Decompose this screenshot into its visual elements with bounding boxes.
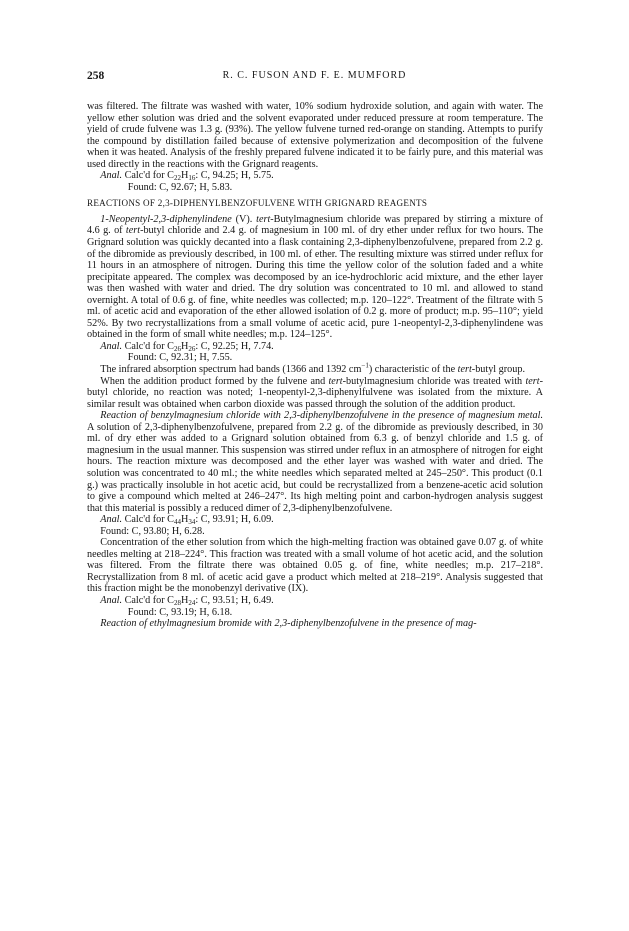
analysis-calc-dimer: Anal. Calc'd for $C_{44}H_{34}$: C, 93.91; H, 6.09.: [100, 514, 274, 527]
analysis-found-fulvene: Found: C, 92.67; H, 5.83.: [127, 181, 233, 193]
analysis-found-monobenzyl: Found: C, 93.19; H, 6.18.: [127, 606, 233, 618]
paragraph-benzylmagnesium: Reaction of benzylmagnesium chloride with 2,3-diphenylbenzofulvene in the presence of magnesium metal. A solution of 2,3-diphenylbenzofulvene, prepared from 2.2 g. of the dibromide as previously described, in 30 ml. of dry ether was added to a Grignard solution obtained from 6.3 g. of benzyl chloride and 1.5 g. of magnesium in the usual manner. This suspension was stirred under reflux in an atmosphere of nitrogen for eight hours. The reaction mixture was decomposed and the ether layer was washed with water and dried. The solution was concentrated to 40 ml.; the white needles which separated melted at 245–250°. This product (0.1 g.) was practically insoluble in hot acetic acid, but could be recrystallized from a benzene-acetic acid solution to give a compound which melted at 246–247°. Its high melting point and carbon-hydrogen analysis suggest that this material is possibly a reduced dimer of 2,3-diphenylbenzofulvene.: [87, 410, 543, 514]
anal-label: Anal.: [100, 340, 123, 352]
analysis-found-neopentyl: Found: C, 92.31; H, 7.55.: [127, 352, 233, 364]
paragraph-concentration: Concentration of the ether solution from which the high-melting fraction was obtained gave 0.07 g. of white needles melting at 218–224°. This fraction was treated with a small volume of hot acetic acid, and the solution was filtered. From the filtrate there was obtained 0.05 g. of fine, white needles; m.p. 217–218°. Recrystallization from 8 ml. of acetic acid gave a product which melted at 218–219°. Analysis suggested that this fraction might be the monobenzyl derivative (IX).: [87, 537, 543, 595]
analysis-calc-monobenzyl: Anal. Calc'd for $C_{28}H_{24}$: C, 93.51; H, 6.49.: [100, 594, 274, 607]
section-heading: REACTIONS OF 2,3-DIPHENYLBENZOFULVENE WITH GRIGNARD REAGENTS: [87, 198, 428, 209]
analysis-calc-fulvene: Anal. Calc'd for $C_{22}H_{16}$: C, 94.25; H, 5.75.: [100, 170, 274, 183]
anal-label: Anal.: [100, 514, 123, 526]
anal-label: Anal.: [100, 594, 123, 606]
running-head: R. C. FUSON AND F. E. MUMFORD: [222, 70, 407, 81]
page-number: 258: [87, 70, 105, 82]
paragraph-ethylmagnesium: Reaction of ethylmagnesium bromide with 2,3-diphenylbenzofulvene in the presence of mag-: [100, 618, 477, 630]
paragraph-infrared: The infrared absorption spectrum had bands (1366 and 1392 $cm^{-1}$) characteristic of the tert-butyl group.: [100, 361, 525, 376]
body-text: [87, 101, 543, 630]
paragraph-addition-product: When the addition product formed by the fulvene and tert-butylmagnesium chloride was treated with tert-butyl chloride, no reaction was noted; 1-neopentyl-2,3-diphenylfulvene was isolated from the mixture. A similar result was obtained when carbon dioxide was passed through the solution of the addition product.: [87, 375, 543, 410]
anal-label: Anal.: [100, 170, 123, 182]
compound-title: 1-Neopentyl-2,3-diphenylindene: [100, 213, 232, 225]
analysis-found-dimer: Found: C, 93.80; H, 6.28.: [100, 525, 205, 537]
analysis-calc-neopentyl: Anal. Calc'd for $C_{26}H_{26}$: C, 92.25; H, 7.74.: [100, 340, 274, 353]
reaction-title: Reaction of benzylmagnesium chloride with 2,3-diphenylbenzofulvene in the presence of magnesium metal.: [100, 410, 543, 422]
page-header: [87, 70, 542, 88]
paragraph-neopentyl-indene: 1-Neopentyl-2,3-diphenylindene (V). tert-Butylmagnesium chloride was prepared by stirring a mixture of 4.6 g. of tert-butyl chloride and 2.4 g. of magnesium in 100 ml. of dry ether under reflux for two hours. The Grignard solution was quickly decanted into a flask containing 2,3-diphenylbenzofulvene, prepared from 2.2 g. of the dibromide as previously described, in 100 ml. of ether. The resulting mixture was stirred under reflux for 11 hours in an atmosphere of nitrogen. During this time the yellow color of the solution faded and a white precipitate appeared. The complex was decomposed by an ice-hydrochloric acid mixture, and the ether layer was then washed with water and dried. The dry solution was concentrated to 10 ml. and allowed to stand overnight. A total of 0.6 g. of fine, white needles was collected; m.p. 120–122°. Treatment of the filtrate with 5 ml. of acetic acid and evaporation of the ether allowed isolation of 0.2 g. more of product; m.p. 95–110°; yield 52%. By two recrystallizations from a small volume of acetic acid, pure 1-neopentyl-2,3-diphenylindene was obtained in the form of small white needles; m.p. 124–125°.: [87, 213, 543, 341]
paragraph-fulvene-workup: was filtered. The filtrate was washed with water, 10% sodium hydroxide solution, and again with water. The yellow ether solution was dried and the solvent evaporated under reduced pressure at room temperature. The yield of crude fulvene was 1.3 g. (93%). The yellow fulvene turned red-orange on standing. Attempts to purify the compound by distillation failed because of extensive polymerization and decomposition of the fulvene when it was heated. Analysis of the freshly prepared fulvene indicated it to be fairly pure, and this material was used directly in the reactions with the Grignard reagents.: [87, 101, 543, 170]
